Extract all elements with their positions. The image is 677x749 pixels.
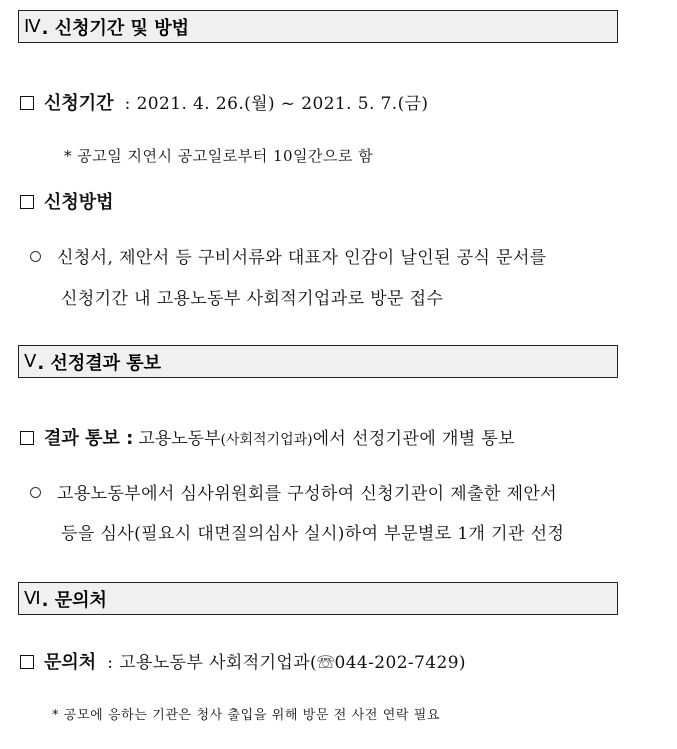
section-5-title: . 선정결과 통보 <box>37 352 162 374</box>
section-6-title: . 문의처 <box>41 589 107 611</box>
circle-bullet-icon <box>30 251 41 262</box>
result-item <box>20 424 515 450</box>
checkbox-icon <box>20 96 34 110</box>
method-text-1: 신청서, 제안서 등 구비서류와 대표자 인감이 날인된 공식 문서를 <box>57 248 547 268</box>
result-value-b: (사회적기업과) <box>220 432 313 448</box>
section-5-header <box>18 345 618 378</box>
checkbox-icon <box>20 195 34 209</box>
contact-note: * 공모에 응하는 기관은 청사 출입을 위해 방문 전 사전 연락 필요 <box>52 708 441 723</box>
result-bullet-line-1 <box>30 479 557 504</box>
result-value-a: 고용노동부 <box>138 429 221 449</box>
period-label: 신청기간 <box>44 93 114 114</box>
contact-label: 문의처 <box>44 652 97 673</box>
section-6-header <box>18 582 618 615</box>
method-label: 신청방법 <box>44 192 114 213</box>
checkbox-icon <box>20 431 34 445</box>
section-4-header <box>18 10 618 43</box>
method-bullet-line-2: 신청기간 내 고용노동부 사회적기업과로 방문 접수 <box>61 289 444 309</box>
section-6-number: Ⅵ <box>24 588 41 609</box>
section-4-title: . 신청기간 및 방법 <box>41 17 189 39</box>
method-bullet-line-1 <box>30 243 547 268</box>
circle-bullet-icon <box>30 487 41 498</box>
period-note: * 공고일 지연시 공고일로부터 10일간으로 함 <box>64 147 374 165</box>
result-label: 결과 통보 : <box>44 428 134 449</box>
result-bullet-line-2: 등을 심사(필요시 대면질의심사 실시)하여 부문별로 1개 기관 선정 <box>61 524 565 544</box>
section-5-number: Ⅴ <box>24 351 37 372</box>
period-value: : 2021. 4. 26.(월) ~ 2021. 5. 7.(금) <box>124 94 429 114</box>
period-item <box>20 89 428 115</box>
method-item <box>20 188 114 214</box>
contact-item <box>20 648 466 674</box>
contact-value: : 고용노동부 사회적기업과(☏044-202-7429) <box>107 653 466 673</box>
section-4-number: Ⅳ <box>24 16 41 37</box>
result-text-1: 고용노동부에서 심사위원회를 구성하여 신청기관이 제출한 제안서 <box>57 484 558 504</box>
result-value-c: 에서 선정기관에 개별 통보 <box>312 429 516 449</box>
checkbox-icon <box>20 655 34 669</box>
